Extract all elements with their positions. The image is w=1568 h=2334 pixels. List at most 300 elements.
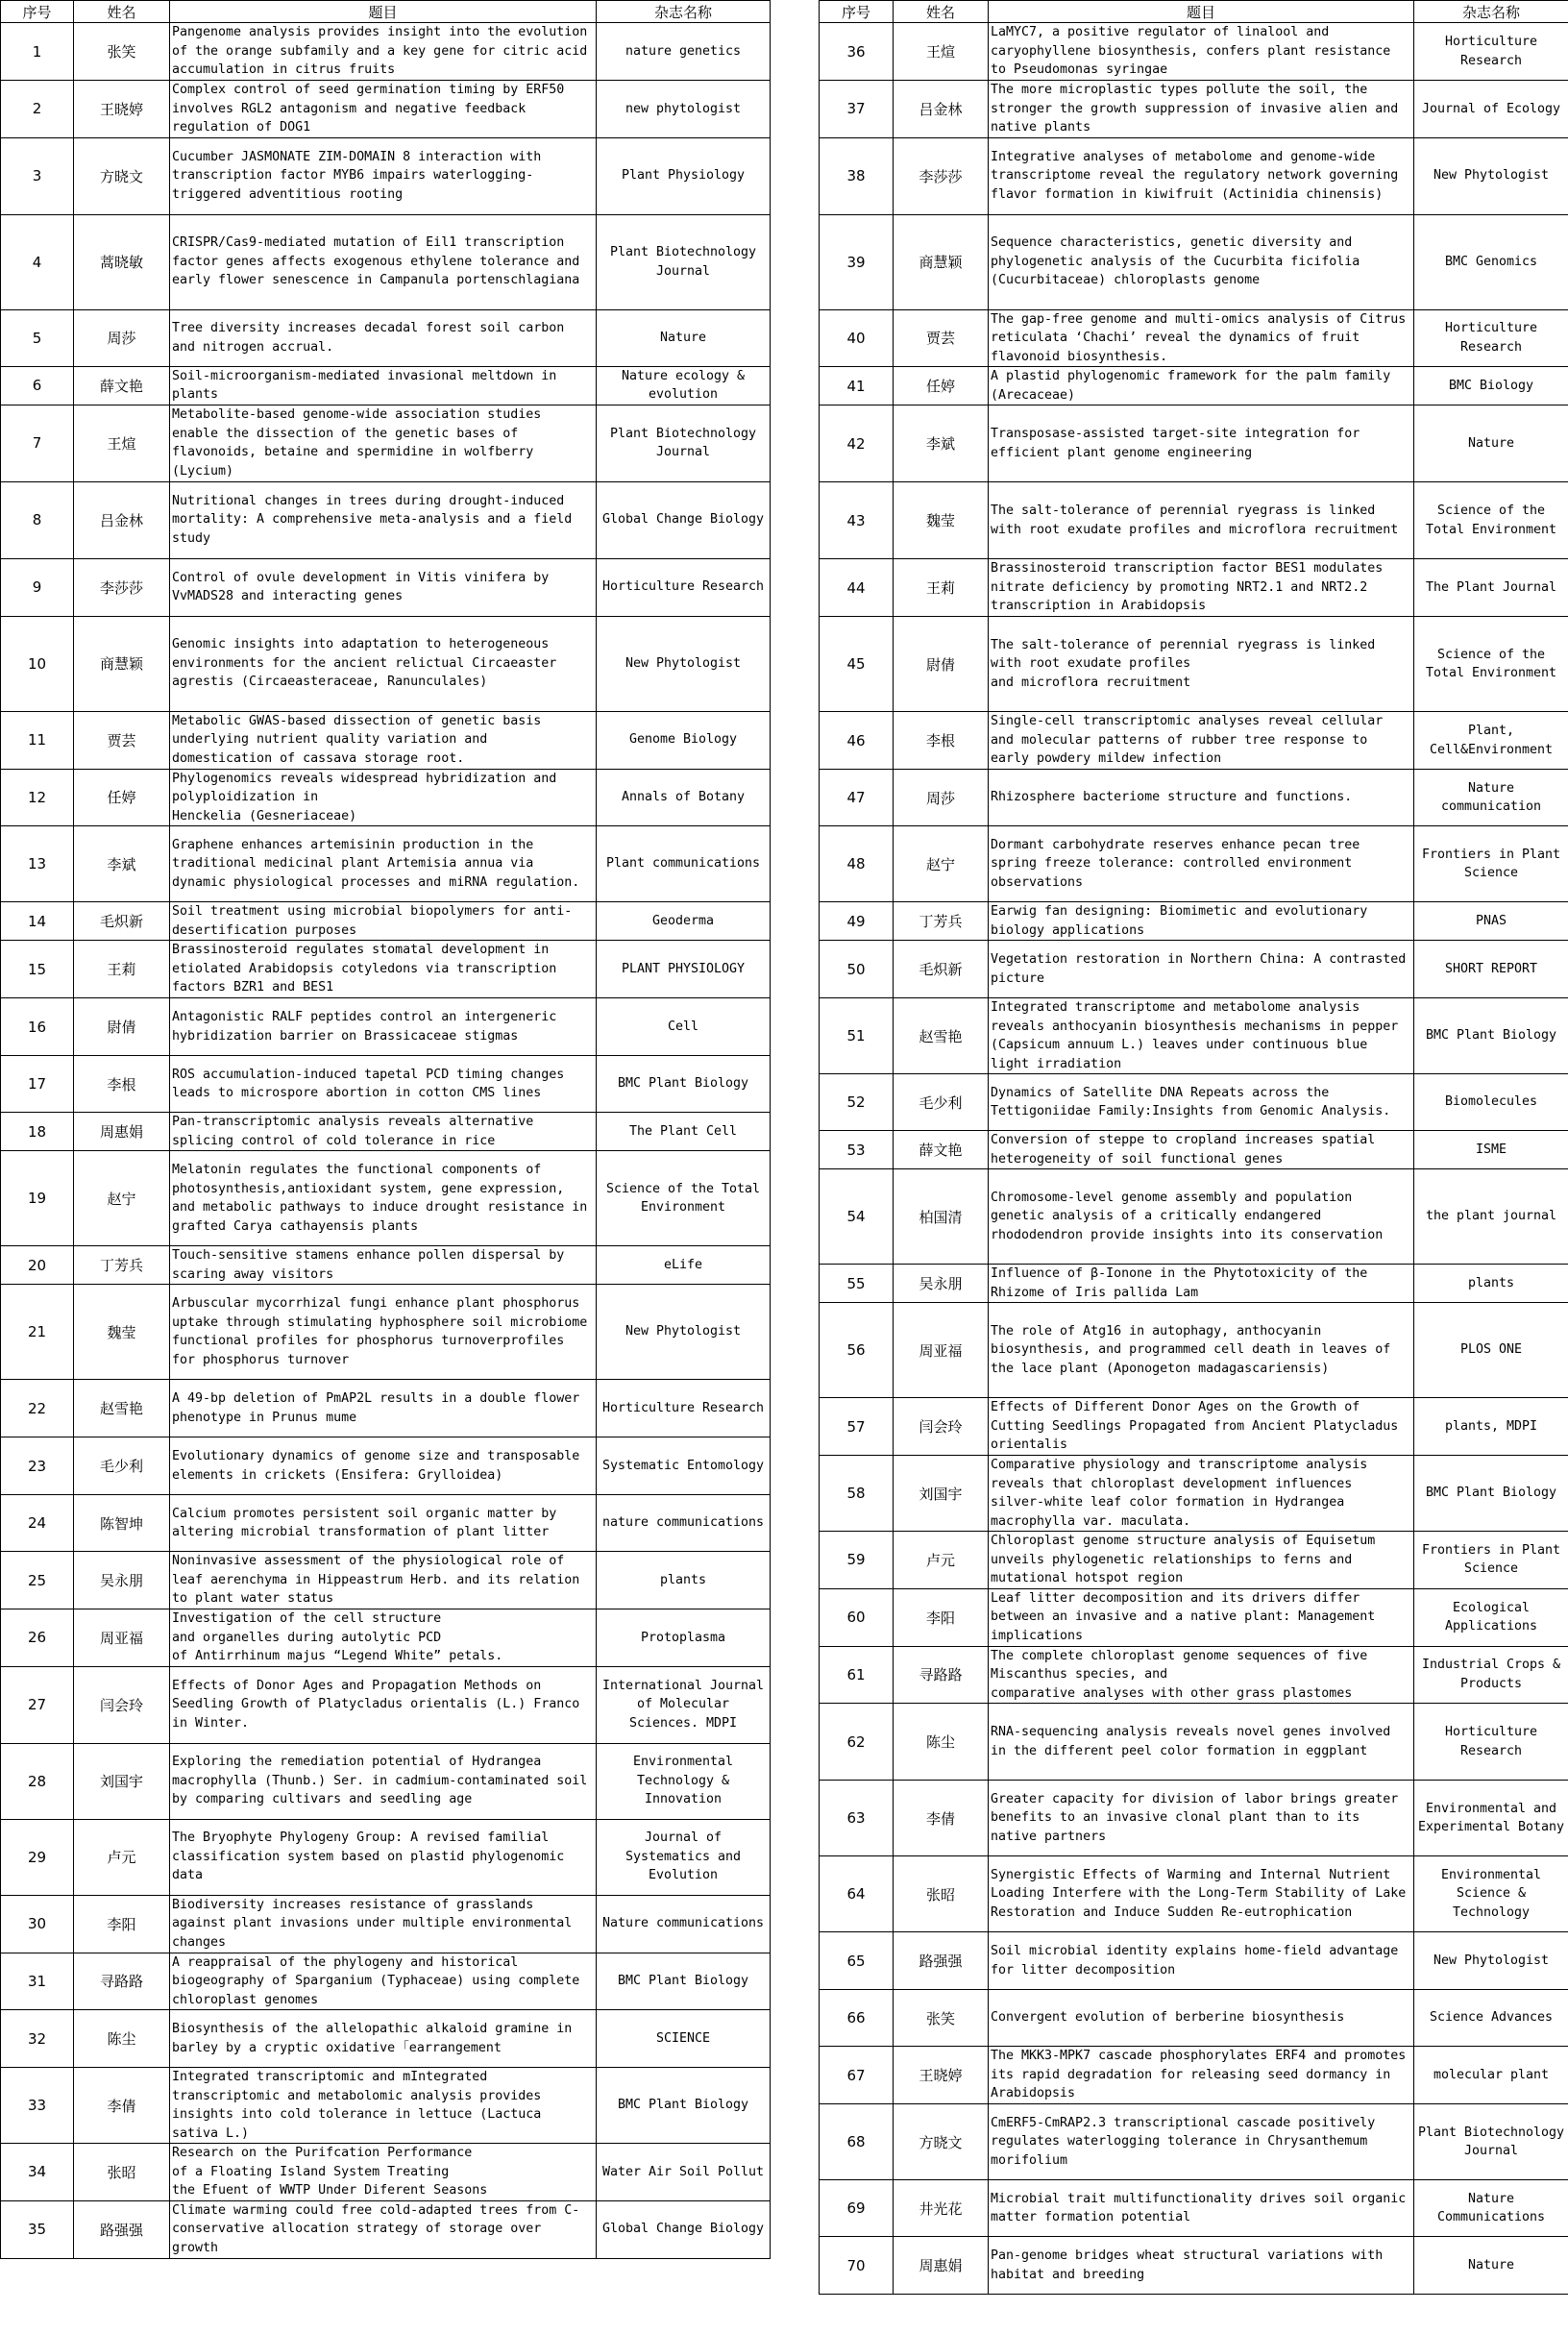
journal-name: BMC Plant Biology bbox=[597, 2068, 771, 2144]
paper-title: Calcium promotes persistent soil organic matter by altering microbial transformation of plant litter bbox=[170, 1495, 597, 1552]
paper-title: A 49-bp deletion of PmAP2L results in a double flower phenotype in Prunus mume bbox=[170, 1380, 597, 1437]
paper-title: Rhizosphere bacteriome structure and functions. bbox=[989, 770, 1414, 826]
paper-title: Dormant carbohydrate reserves enhance pecan tree spring freeze tolerance: controlled environment observations bbox=[989, 826, 1414, 902]
author-name: 毛少利 bbox=[894, 1074, 989, 1131]
author-name: 王晓婷 bbox=[894, 2047, 989, 2104]
author-name: 寻路路 bbox=[894, 1646, 989, 1704]
author-name: 陈智坤 bbox=[74, 1495, 170, 1552]
author-name: 赵宁 bbox=[894, 826, 989, 902]
paper-title: Nutritional changes in trees during drought-induced mortality: A comprehensive meta-analysis and a field study bbox=[170, 481, 597, 558]
author-name: 闫会玲 bbox=[894, 1398, 989, 1456]
header-journal: 杂志名称 bbox=[1414, 1, 1568, 23]
table-row bbox=[820, 214, 1568, 309]
paper-title: Chloroplast genome structure analysis of Equisetum unveils phylogenetic relationships to ferns and mutational hotspot region bbox=[989, 1532, 1414, 1589]
table-row bbox=[820, 1456, 1568, 1532]
header-row bbox=[820, 1, 1568, 23]
row-number: 19 bbox=[1, 1151, 74, 1246]
table-row bbox=[1, 1285, 771, 1380]
paper-title: Complex control of seed germination timing by ERF50 involves RGL2 antagonism and negative feedback regulation of DOG1 bbox=[170, 81, 597, 138]
row-number: 43 bbox=[820, 482, 894, 559]
author-name: 周莎 bbox=[894, 770, 989, 826]
table-row bbox=[1, 1113, 771, 1151]
row-number: 21 bbox=[1, 1285, 74, 1380]
author-name: 任婷 bbox=[74, 769, 170, 826]
journal-name: PNAS bbox=[1414, 902, 1568, 941]
author-name: 尉倩 bbox=[894, 617, 989, 712]
journal-name: new phytologist bbox=[597, 81, 771, 138]
table-row bbox=[1, 1953, 771, 2010]
author-name: 王莉 bbox=[894, 559, 989, 617]
author-name: 毛炽新 bbox=[894, 941, 989, 998]
author-name: 李倩 bbox=[74, 2068, 170, 2144]
author-name: 王晓婷 bbox=[74, 81, 170, 138]
table-row bbox=[820, 617, 1568, 712]
table-row bbox=[1, 769, 771, 826]
table-row bbox=[1, 616, 771, 711]
row-number: 14 bbox=[1, 902, 74, 941]
journal-name: Science of the Total Environment bbox=[1414, 482, 1568, 559]
row-number: 27 bbox=[1, 1666, 74, 1743]
paper-title: The more microplastic types pollute the soil, the stronger the growth suppression of invasive alien and native plants bbox=[989, 81, 1414, 138]
journal-name: Horticulture Research bbox=[1414, 309, 1568, 367]
table-row bbox=[1, 405, 771, 481]
table-row bbox=[1, 214, 771, 309]
paper-title: Genomic insights into adaptation to heterogeneous environments for the ancient relictual Circaeaster agrestis (Circaeasteraceae, Ranunculales) bbox=[170, 616, 597, 711]
row-number: 9 bbox=[1, 558, 74, 616]
paper-title: The Bryophyte Phylogeny Group: A revised familial classification system based on plastid phylogenomic data bbox=[170, 1819, 597, 1895]
author-name: 卢元 bbox=[74, 1819, 170, 1895]
left-paper-table bbox=[0, 0, 771, 2259]
author-name: 周惠娟 bbox=[894, 2237, 989, 2295]
author-name: 陈尘 bbox=[74, 2010, 170, 2068]
table-row bbox=[820, 1704, 1568, 1781]
paper-title: Arbuscular mycorrhizal fungi enhance plant phosphorus uptake through stimulating hyphosphere soil microbiome functional profiles for phosphorus turnoverprofiles for phosphorus turnover bbox=[170, 1285, 597, 1380]
paper-title: CmERF5-CmRAP2.3 transcriptional cascade positively regulates waterlogging tolerance in Chrysanthemum morifolium bbox=[989, 2104, 1414, 2180]
author-name: 毛少利 bbox=[74, 1437, 170, 1495]
row-number: 44 bbox=[820, 559, 894, 617]
author-name: 张笑 bbox=[894, 1990, 989, 2047]
table-row bbox=[820, 1646, 1568, 1704]
author-name: 李斌 bbox=[894, 405, 989, 482]
paper-title: Melatonin regulates the functional components of photosynthesis,antioxidant system, gene expression, and metabolic pathways to induce drought resistance in grafted Carya cathayensis plants bbox=[170, 1151, 597, 1246]
table-row bbox=[820, 770, 1568, 826]
journal-name: Plant communications bbox=[597, 826, 771, 902]
row-number: 37 bbox=[820, 81, 894, 138]
table-row bbox=[820, 1932, 1568, 1990]
header-title: 题目 bbox=[170, 1, 597, 23]
table-row bbox=[820, 2104, 1568, 2180]
journal-name: Nature ecology & evolution bbox=[597, 366, 771, 405]
journal-name: New Phytologist bbox=[1414, 137, 1568, 214]
paper-title: Tree diversity increases decadal forest soil carbon and nitrogen accrual. bbox=[170, 309, 597, 366]
row-number: 52 bbox=[820, 1074, 894, 1131]
journal-name: Horticulture Research bbox=[597, 1380, 771, 1437]
journal-name: Global Change Biology bbox=[597, 2200, 771, 2258]
author-name: 赵宁 bbox=[74, 1151, 170, 1246]
table-row bbox=[820, 998, 1568, 1074]
author-name: 张昭 bbox=[894, 1856, 989, 1932]
row-number: 25 bbox=[1, 1552, 74, 1609]
author-name: 路强强 bbox=[74, 2200, 170, 2258]
table-row bbox=[1, 1151, 771, 1246]
author-name: 李莎莎 bbox=[894, 137, 989, 214]
table-row bbox=[1, 2010, 771, 2068]
row-number: 46 bbox=[820, 712, 894, 770]
journal-name: nature communications bbox=[597, 1495, 771, 1552]
paper-title: Integrated transcriptomic and mIntegrated transcriptomic and metabolomic analysis provides insights into cold tolerance in lettuce (Lactuca sativa L.) bbox=[170, 2068, 597, 2144]
journal-name: BMC Plant Biology bbox=[597, 1953, 771, 2010]
header-row bbox=[1, 1, 771, 23]
row-number: 4 bbox=[1, 214, 74, 309]
row-number: 12 bbox=[1, 769, 74, 826]
paper-title: Cucumber JASMONATE ZIM-DOMAIN 8 interaction with transcription factor MYB6 impairs waterlogging-triggered adventitious rooting bbox=[170, 137, 597, 214]
header-title: 题目 bbox=[989, 1, 1414, 23]
author-name: 卢元 bbox=[894, 1532, 989, 1589]
row-number: 24 bbox=[1, 1495, 74, 1552]
row-number: 30 bbox=[1, 1895, 74, 1953]
row-number: 51 bbox=[820, 998, 894, 1074]
table-row bbox=[820, 1169, 1568, 1265]
table-row bbox=[1, 81, 771, 138]
author-name: 蒿晓敏 bbox=[74, 214, 170, 309]
author-name: 方晓文 bbox=[74, 137, 170, 214]
row-number: 3 bbox=[1, 137, 74, 214]
author-name: 丁芳兵 bbox=[894, 902, 989, 941]
paper-title: Greater capacity for division of labor brings greater benefits to an invasive clonal plant than to its native partners bbox=[989, 1781, 1414, 1856]
paper-title: Soil treatment using microbial biopolymers for anti-desertification purposes bbox=[170, 902, 597, 941]
row-number: 31 bbox=[1, 1953, 74, 2010]
journal-name: New Phytologist bbox=[1414, 1932, 1568, 1990]
row-number: 1 bbox=[1, 23, 74, 81]
paper-title: RNA-sequencing analysis reveals novel genes involved in the different peel color formation in eggplant bbox=[989, 1704, 1414, 1781]
table-row bbox=[1, 2200, 771, 2258]
author-name: 吴永朋 bbox=[894, 1265, 989, 1303]
table-row bbox=[1, 1895, 771, 1953]
row-number: 40 bbox=[820, 309, 894, 367]
table-row bbox=[820, 482, 1568, 559]
journal-name: Horticulture Research bbox=[1414, 1704, 1568, 1781]
author-name: 尉倩 bbox=[74, 998, 170, 1056]
row-number: 68 bbox=[820, 2104, 894, 2180]
row-number: 13 bbox=[1, 826, 74, 902]
paper-title: Investigation of the cell structure and organelles during autolytic PCD of Antirrhinum majus “Legend White” petals. bbox=[170, 1609, 597, 1667]
journal-name: Biomolecules bbox=[1414, 1074, 1568, 1131]
journal-name: Horticulture Research bbox=[597, 558, 771, 616]
journal-name: Plant Biotechnology Journal bbox=[597, 214, 771, 309]
paper-title: Effects of Donor Ages and Propagation Methods on Seedling Growth of Platycladus orientalis (L.) Franco in Winter. bbox=[170, 1666, 597, 1743]
journal-name: plants bbox=[1414, 1265, 1568, 1303]
row-number: 32 bbox=[1, 2010, 74, 2068]
author-name: 张昭 bbox=[74, 2144, 170, 2201]
table-row bbox=[820, 81, 1568, 138]
author-name: 薛文艳 bbox=[894, 1131, 989, 1169]
table-row bbox=[1, 558, 771, 616]
row-number: 56 bbox=[820, 1303, 894, 1398]
paper-title: Control of ovule development in Vitis vinifera by VvMADS28 and interacting genes bbox=[170, 558, 597, 616]
journal-name: BMC Biology bbox=[1414, 367, 1568, 405]
table-row bbox=[1, 1552, 771, 1609]
journal-name: Science of the Total Environment bbox=[1414, 617, 1568, 712]
table-row bbox=[820, 1588, 1568, 1646]
journal-name: Environmental Science & Technology bbox=[1414, 1856, 1568, 1932]
journal-name: Frontiers in Plant Science bbox=[1414, 826, 1568, 902]
author-name: 赵雪艳 bbox=[894, 998, 989, 1074]
journal-name: Journal of Systematics and Evolution bbox=[597, 1819, 771, 1895]
journal-name: Global Change Biology bbox=[597, 481, 771, 558]
paper-title: Sequence characteristics, genetic diversity and phylogenetic analysis of the Cucurbita ficifolia (Cucurbitaceae) chloroplasts genome bbox=[989, 214, 1414, 309]
paper-title: Pan-transcriptomic analysis reveals alternative splicing control of cold tolerance in rice bbox=[170, 1113, 597, 1151]
journal-name: BMC Genomics bbox=[1414, 214, 1568, 309]
table-row bbox=[820, 2180, 1568, 2237]
paper-title: Graphene enhances artemisinin production in the traditional medicinal plant Artemisia annua via dynamic physiological processes and miRNA regulation. bbox=[170, 826, 597, 902]
header-num: 序号 bbox=[820, 1, 894, 23]
row-number: 62 bbox=[820, 1704, 894, 1781]
table-row bbox=[1, 1609, 771, 1667]
paper-title: LaMYC7, a positive regulator of linalool and caryophyllene biosynthesis, confers plant resistance to Pseudomonas syringae bbox=[989, 23, 1414, 81]
row-number: 50 bbox=[820, 941, 894, 998]
paper-title: Chromosome-level genome assembly and population genetic analysis of a critically endangered rhododendron provide insights into its conservation bbox=[989, 1169, 1414, 1265]
table-row bbox=[1, 1437, 771, 1495]
row-number: 33 bbox=[1, 2068, 74, 2144]
table-row bbox=[820, 1990, 1568, 2047]
table-row bbox=[1, 1246, 771, 1285]
row-number: 53 bbox=[820, 1131, 894, 1169]
row-number: 17 bbox=[1, 1056, 74, 1113]
author-name: 周惠娟 bbox=[74, 1113, 170, 1151]
journal-name: Plant Physiology bbox=[597, 137, 771, 214]
table-row bbox=[820, 826, 1568, 902]
journal-name: eLife bbox=[597, 1246, 771, 1285]
table-row bbox=[1, 2068, 771, 2144]
journal-name: molecular plant bbox=[1414, 2047, 1568, 2104]
table-row bbox=[820, 1074, 1568, 1131]
table-row bbox=[1, 1056, 771, 1113]
paper-title: Dynamics of Satellite DNA Repeats across the Tettigoniidae Family:Insights from Genomic Analysis. bbox=[989, 1074, 1414, 1131]
table-row bbox=[1, 1380, 771, 1437]
right-table-body bbox=[820, 23, 1568, 2295]
row-number: 41 bbox=[820, 367, 894, 405]
journal-name: Plant, Cell&Environment bbox=[1414, 712, 1568, 770]
table-row bbox=[820, 1303, 1568, 1398]
row-number: 38 bbox=[820, 137, 894, 214]
author-name: 魏莹 bbox=[74, 1285, 170, 1380]
table-row bbox=[820, 309, 1568, 367]
paper-title: Integrative analyses of metabolome and genome-wide transcriptome reveal the regulatory network governing flavor formation in kiwifruit (Actinidia chinensis) bbox=[989, 137, 1414, 214]
author-name: 周亚福 bbox=[894, 1303, 989, 1398]
author-name: 方晓文 bbox=[894, 2104, 989, 2180]
journal-name: New Phytologist bbox=[597, 616, 771, 711]
journal-name: Nature bbox=[1414, 2237, 1568, 2295]
table-row bbox=[820, 23, 1568, 81]
paper-title: Pan-genome bridges wheat structural variations with habitat and breeding bbox=[989, 2237, 1414, 2295]
journal-name: nature genetics bbox=[597, 23, 771, 81]
journal-name: Systematic Entomology bbox=[597, 1437, 771, 1495]
author-name: 王莉 bbox=[74, 941, 170, 998]
row-number: 28 bbox=[1, 1743, 74, 1819]
row-number: 63 bbox=[820, 1781, 894, 1856]
row-number: 45 bbox=[820, 617, 894, 712]
table-row bbox=[1, 23, 771, 81]
author-name: 闫会玲 bbox=[74, 1666, 170, 1743]
author-name: 李莎莎 bbox=[74, 558, 170, 616]
journal-name: Nature Communications bbox=[1414, 2180, 1568, 2237]
author-name: 吕金林 bbox=[74, 481, 170, 558]
journal-name: Ecological Applications bbox=[1414, 1588, 1568, 1646]
row-number: 11 bbox=[1, 711, 74, 769]
author-name: 井光花 bbox=[894, 2180, 989, 2237]
author-name: 柏国清 bbox=[894, 1169, 989, 1265]
author-name: 李阳 bbox=[894, 1588, 989, 1646]
journal-name: Industrial Crops & Products bbox=[1414, 1646, 1568, 1704]
row-number: 35 bbox=[1, 2200, 74, 2258]
author-name: 魏莹 bbox=[894, 482, 989, 559]
paper-title: Touch-sensitive stamens enhance pollen dispersal by scaring away visitors bbox=[170, 1246, 597, 1285]
journal-name: Science Advances bbox=[1414, 1990, 1568, 2047]
author-name: 李阳 bbox=[74, 1895, 170, 1953]
journal-name: PLANT PHYSIOLOGY bbox=[597, 941, 771, 998]
journal-name: BMC Plant Biology bbox=[1414, 1456, 1568, 1532]
paper-title: Metabolic GWAS-based dissection of genetic basis underlying nutrient quality variation and domestication of cassava storage root. bbox=[170, 711, 597, 769]
journal-name: Plant Biotechnology Journal bbox=[1414, 2104, 1568, 2180]
author-name: 赵雪艳 bbox=[74, 1380, 170, 1437]
row-number: 70 bbox=[820, 2237, 894, 2295]
paper-title: Noninvasive assessment of the physiological role of leaf aerenchyma in Hippeastrum Herb. and its relation to plant water status bbox=[170, 1552, 597, 1609]
paper-title: Climate warming could free cold-adapted trees from C-conservative allocation strategy of storage over growth bbox=[170, 2200, 597, 2258]
paper-title: Microbial trait multifunctionality drives soil organic matter formation potential bbox=[989, 2180, 1414, 2237]
paper-title: Antagonistic RALF peptides control an intergeneric hybridization barrier on Brassicaceae stigmas bbox=[170, 998, 597, 1056]
row-number: 23 bbox=[1, 1437, 74, 1495]
header-num: 序号 bbox=[1, 1, 74, 23]
table-row bbox=[1, 998, 771, 1056]
row-number: 58 bbox=[820, 1456, 894, 1532]
journal-name: Annals of Botany bbox=[597, 769, 771, 826]
journal-name: PLOS ONE bbox=[1414, 1303, 1568, 1398]
author-name: 李斌 bbox=[74, 826, 170, 902]
author-name: 刘国宇 bbox=[74, 1743, 170, 1819]
paper-title: Transposase-assisted target-site integration for efficient plant genome engineering bbox=[989, 405, 1414, 482]
row-number: 59 bbox=[820, 1532, 894, 1589]
author-name: 王煊 bbox=[894, 23, 989, 81]
paper-title: Research on the Purifcation Performance of a Floating Island System Treating the Efuent of WWTP Under Diferent Seasons bbox=[170, 2144, 597, 2201]
author-name: 周莎 bbox=[74, 309, 170, 366]
journal-name: Water Air Soil Pollut bbox=[597, 2144, 771, 2201]
row-number: 5 bbox=[1, 309, 74, 366]
journal-name: Nature bbox=[597, 309, 771, 366]
row-number: 8 bbox=[1, 481, 74, 558]
journal-name: Genome Biology bbox=[597, 711, 771, 769]
row-number: 20 bbox=[1, 1246, 74, 1285]
table-row bbox=[820, 1398, 1568, 1456]
paper-title: Synergistic Effects of Warming and Internal Nutrient Loading Interfere with the Long-Term Stability of Lake Restoration and Induce Sudden Re-eutrophication bbox=[989, 1856, 1414, 1932]
row-number: 61 bbox=[820, 1646, 894, 1704]
paper-title: Vegetation restoration in Northern China: A contrasted picture bbox=[989, 941, 1414, 998]
header-name: 姓名 bbox=[74, 1, 170, 23]
author-name: 商慧颖 bbox=[74, 616, 170, 711]
table-row bbox=[1, 2144, 771, 2201]
row-number: 22 bbox=[1, 1380, 74, 1437]
paper-title: Pangenome analysis provides insight into the evolution of the orange subfamily and a key gene for citric acid accumulation in citrus fruits bbox=[170, 23, 597, 81]
row-number: 34 bbox=[1, 2144, 74, 2201]
row-number: 15 bbox=[1, 941, 74, 998]
table-row bbox=[1, 1495, 771, 1552]
row-number: 26 bbox=[1, 1609, 74, 1667]
author-name: 张笑 bbox=[74, 23, 170, 81]
table-row bbox=[820, 405, 1568, 482]
row-number: 39 bbox=[820, 214, 894, 309]
journal-name: Geoderma bbox=[597, 902, 771, 941]
paper-title: Soil microbial identity explains home-field advantage for litter decomposition bbox=[989, 1932, 1414, 1990]
journal-name: ISME bbox=[1414, 1131, 1568, 1169]
author-name: 李倩 bbox=[894, 1781, 989, 1856]
table-row bbox=[1, 481, 771, 558]
table-row bbox=[820, 1131, 1568, 1169]
journal-name: Cell bbox=[597, 998, 771, 1056]
journal-name: SCIENCE bbox=[597, 2010, 771, 2068]
table-row bbox=[820, 367, 1568, 405]
paper-title: Metabolite-based genome-wide association studies enable the dissection of the genetic bases of flavonoids, betaine and spermidine in wolfberry (Lycium) bbox=[170, 405, 597, 481]
row-number: 42 bbox=[820, 405, 894, 482]
paper-title: Comparative physiology and transcriptome analysis reveals that chloroplast development influences silver-white leaf color formation in Hydrangea macrophylla var. maculata. bbox=[989, 1456, 1414, 1532]
paper-title: Evolutionary dynamics of genome size and transposable elements in crickets (Ensifera: Grylloidea) bbox=[170, 1437, 597, 1495]
journal-name: Environmental and Experimental Botany bbox=[1414, 1781, 1568, 1856]
paper-title: Integrated transcriptome and metabolome analysis reveals anthocyanin biosynthesis mechanisms in pepper (Capsicum annuum L.) leaves under continuous blue light irradiation bbox=[989, 998, 1414, 1074]
journal-name: BMC Plant Biology bbox=[1414, 998, 1568, 1074]
row-number: 55 bbox=[820, 1265, 894, 1303]
row-number: 16 bbox=[1, 998, 74, 1056]
table-row bbox=[1, 902, 771, 941]
paper-title: Influence of β-Ionone in the Phytotoxicity of the Rhizome of Iris pallida Lam bbox=[989, 1265, 1414, 1303]
table-row bbox=[1, 1743, 771, 1819]
paper-title: CRISPR/Cas9-mediated mutation of Eil1 transcription factor genes affects exogenous ethylene tolerance and early flower senescence in Campanula portenschlagiana bbox=[170, 214, 597, 309]
paper-title: Phylogenomics reveals widespread hybridization and polyploidization in Henckelia (Gesneriaceae) bbox=[170, 769, 597, 826]
author-name: 贾芸 bbox=[74, 711, 170, 769]
paper-title: A plastid phylogenomic framework for the palm family (Arecaceae) bbox=[989, 367, 1414, 405]
table-row bbox=[820, 902, 1568, 941]
journal-name: BMC Plant Biology bbox=[597, 1056, 771, 1113]
row-number: 47 bbox=[820, 770, 894, 826]
row-number: 29 bbox=[1, 1819, 74, 1895]
row-number: 60 bbox=[820, 1588, 894, 1646]
table-row bbox=[1, 309, 771, 366]
table-row bbox=[820, 137, 1568, 214]
paper-title: Biodiversity increases resistance of grasslands against plant invasions under multiple environmental changes bbox=[170, 1895, 597, 1953]
author-name: 丁芳兵 bbox=[74, 1246, 170, 1285]
paper-title: The gap-free genome and multi-omics analysis of Citrus reticulata ‘Chachi’ reveal the dynamics of fruit flavonoid biosynthesis. bbox=[989, 309, 1414, 367]
author-name: 任婷 bbox=[894, 367, 989, 405]
journal-name: Nature communication bbox=[1414, 770, 1568, 826]
table-row bbox=[820, 2047, 1568, 2104]
row-number: 6 bbox=[1, 366, 74, 405]
paper-title: ROS accumulation-induced tapetal PCD timing changes leads to microspore abortion in cotton CMS lines bbox=[170, 1056, 597, 1113]
journal-name: Plant Biotechnology Journal bbox=[597, 405, 771, 481]
row-number: 36 bbox=[820, 23, 894, 81]
table-row bbox=[820, 1265, 1568, 1303]
author-name: 毛炽新 bbox=[74, 902, 170, 941]
row-number: 66 bbox=[820, 1990, 894, 2047]
table-row bbox=[820, 712, 1568, 770]
journal-name: Horticulture Research bbox=[1414, 23, 1568, 81]
table-row bbox=[1, 711, 771, 769]
journal-name: Protoplasma bbox=[597, 1609, 771, 1667]
table-row bbox=[1, 941, 771, 998]
row-number: 48 bbox=[820, 826, 894, 902]
row-number: 18 bbox=[1, 1113, 74, 1151]
journal-name: plants, MDPI bbox=[1414, 1398, 1568, 1456]
journal-name: The Plant Journal bbox=[1414, 559, 1568, 617]
paper-title: Single‑cell transcriptomic analyses reveal cellular and molecular patterns of rubber tree response to early powdery mildew infection bbox=[989, 712, 1414, 770]
author-name: 路强强 bbox=[894, 1932, 989, 1990]
author-name: 李根 bbox=[894, 712, 989, 770]
